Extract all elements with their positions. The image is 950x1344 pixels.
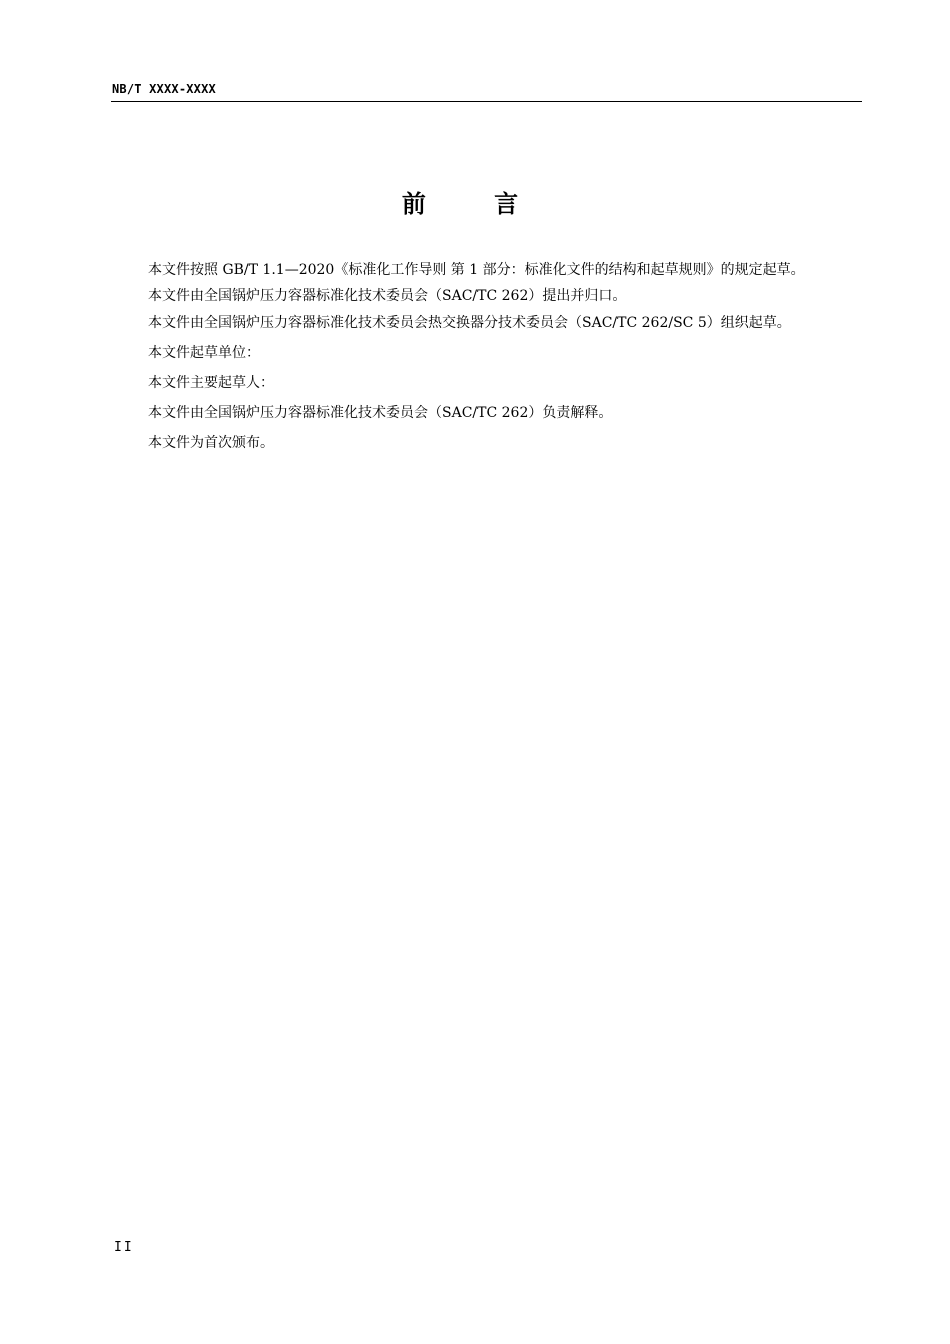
paragraph-6: 本文件由全国锅炉压力容器标准化技术委员会（SAC/TC 262）负责解释。 — [148, 405, 613, 421]
paragraph-5: 本文件主要起草人： — [148, 375, 274, 391]
paragraph-7: 本文件为首次颁布。 — [148, 435, 274, 451]
paragraph-3: 本文件由全国锅炉压力容器标准化技术委员会热交换器分技术委员会（SAC/TC 262/SC 5）组织起草。 — [148, 315, 791, 331]
paragraph-4: 本文件起草单位： — [148, 345, 260, 361]
preface-body — [112, 260, 862, 458]
paragraph-2: 本文件由全国锅炉压力容器标准化技术委员会（SAC/TC 262）提出并归口。 — [148, 288, 627, 304]
paragraph-1: 本文件按照 GB/T 1.1—2020《标准化工作导则 第 1 部分：标准化文件的结构和起草规则》的规定起草。 — [148, 262, 805, 278]
page-title: 前 言 — [401, 190, 549, 218]
document-code: NB/T XXXX-XXXX — [112, 82, 216, 96]
header-rule — [111, 101, 862, 102]
page-number: II — [114, 1240, 134, 1255]
